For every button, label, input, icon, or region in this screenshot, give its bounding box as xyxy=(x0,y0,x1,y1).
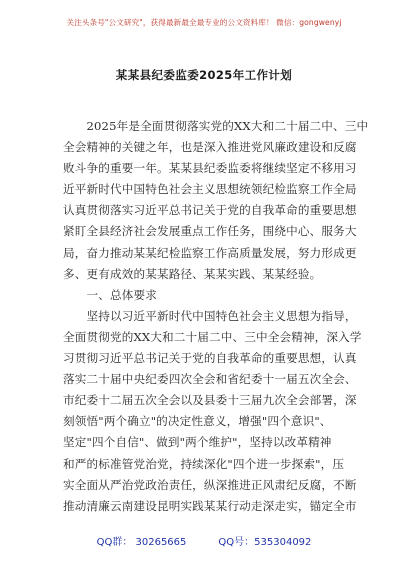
paragraph-line: 坚定"四个自信"、做到"两个维护"，坚持以改革精神 xyxy=(63,435,332,450)
paragraph-line: 全面贯彻党的XX大和二十届二中、三中全会精神，深入学 xyxy=(63,329,362,344)
paragraph-line: 局，奋力推动某某纪检监察工作高质量发展，努力形成更 xyxy=(63,245,357,260)
paragraph-line: 坚持以习近平新时代中国特色社会主义思想为指导， xyxy=(63,308,357,323)
paragraph-line: 和严的标准管党治党，持续深化"四个进一步探索"，压 xyxy=(63,456,345,471)
header-promo-banner xyxy=(0,0,408,44)
section-heading: 一、总体要求 xyxy=(63,287,157,302)
paragraph-line: 全会精神的关键之年，也是深入推进党风廉政建设和反腐 xyxy=(63,140,357,155)
footer-qq-number: QQ号：535304092 xyxy=(218,536,312,548)
paragraph-line: 近平新时代中国特色社会主义思想统领纪检监察工作全局 xyxy=(63,182,357,197)
header-promo-text: 关注头条号"公文研究"，获得最新最全最专业的公文资料库！ 微信：gongwenyj xyxy=(66,17,342,27)
paragraph-line: 市纪委十二届五次全会以及县委十三届九次全会部署，深 xyxy=(63,393,357,408)
paragraph-line: 习贯彻习近平总书记关于党的自我革命的重要思想，认真 xyxy=(63,351,357,366)
document-body xyxy=(63,116,369,517)
paragraph-line: 多、更有成效的某某路径、某某实践、某某经验。 xyxy=(63,266,322,281)
paragraph-line: 败斗争的重要一年。某某县纪委监委将继续坚定不移用习 xyxy=(63,161,357,176)
footer-qq-group: QQ群： 30265665 xyxy=(96,536,187,548)
document-title: 某某县纪委监委2025年工作计划 xyxy=(115,68,293,82)
paragraph-line: 紧盯全县经济社会发展重点工作任务，围绕中心、服务大 xyxy=(63,224,357,239)
paragraph-line: 认真贯彻落实习近平总书记关于党的自我革命的重要思想 xyxy=(63,203,357,218)
paragraph-line: 刻领悟"两个确立"的决定性意义，增强"四个意识"、 xyxy=(63,414,332,429)
paragraph-line: 推动清廉云南建设昆明实践某某行动走深走实，锚定全市 xyxy=(63,498,357,513)
paragraph-line: 落实二十届中央纪委四次全会和省纪委十一届五次全会、 xyxy=(63,372,357,387)
footer-contact xyxy=(0,528,408,552)
paragraph-line: 实全面从严治党政治责任，纵深推进正风肃纪反腐，不断 xyxy=(63,477,357,492)
paragraph-line: 2025年是全面贯彻落实党的XX大和二十届二中、三中 xyxy=(63,119,369,133)
